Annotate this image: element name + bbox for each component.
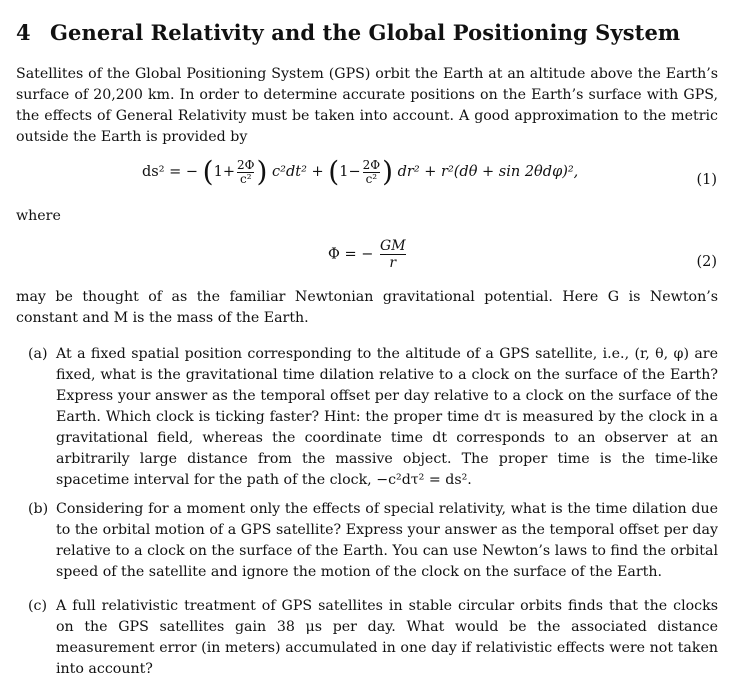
eq1-fraction-a: [237, 159, 254, 186]
right-paren: ): [256, 155, 268, 188]
section-heading: [16, 20, 680, 45]
question-label: (b): [28, 501, 49, 517]
eq1-term2-tail: dr² + r²(dθ + sin 2θdφ)²,: [397, 164, 579, 180]
eq1-minus: −: [348, 164, 361, 180]
eq2-fraction: [380, 238, 406, 271]
section-number: 4: [16, 20, 31, 45]
intro-paragraph: Satellites of the Global Positioning System (GPS) orbit the Earth at an altitude above the Earth’s surface of 20,200 km. In order to determine accurate positions on the Earth’s surface with GPS, the effects of General Relativity must be taken into account. A good approximation to the metric outside the Earth is provided by: [16, 66, 718, 145]
left-paren: (: [202, 155, 214, 188]
frac-numerator: 2Φ: [362, 157, 381, 172]
right-paren: ): [382, 155, 394, 188]
frac-denominator: r: [389, 255, 397, 271]
question-label: (a): [28, 346, 48, 362]
question-text: At a fixed spatial position corresponding to the altitude of a GPS satellite, i.e., (r, θ, φ) are fixed, what is the gravitational time dilation relative to a clock on the surface of the Earth? Express your answer as the temporal offset per day relative to a clock on the surface of the Earth. Which clock is ticking faster? Hint: the proper time dτ is measured by the clock in a gravitational field, whereas the coordinate time dt corresponds to an observer at an arbitrarily large distance from the massive object. The proper time is the time-like spacetime interval for the path of the clock, −c²dτ² = ds².: [56, 346, 718, 488]
eq1-one-a: 1: [213, 164, 223, 180]
question-c: [28, 596, 718, 680]
left-paren: (: [328, 155, 340, 188]
question-text: Considering for a moment only the effects of special relativity, what is the time dilation due to the orbital motion of a GPS satellite? Express your answer as the temporal offset per day relative to a clock on the surface of the Earth. You can use Newton’s laws to find the orbital speed of the satellite and ignore the motion of the clock on the surface of the Earth.: [56, 501, 718, 580]
equation-2: [328, 238, 408, 271]
potential-paragraph: may be thought of as the familiar Newtonian gravitational potential. Here G is Newton’s constant and M is the mass of the Earth.: [16, 289, 718, 326]
equation-1-number: (1): [696, 172, 717, 188]
question-b: [28, 499, 718, 583]
eq1-term1-tail: c²dt² +: [272, 164, 324, 180]
equation-1: [142, 155, 579, 188]
eq1-fraction-b: [363, 159, 380, 186]
where-text: where: [16, 208, 61, 224]
question-label: (c): [28, 598, 48, 614]
frac-numerator: 2Φ: [237, 157, 255, 172]
eq1-lhs: ds² = −: [142, 164, 199, 180]
question-text: A full relativistic treatment of GPS satellites in stable circular orbits finds that the clocks on the GPS satellites gain 38 μs per day. What would be the associated distance measurement error (in meters) accumulated in one day if relativistic effects were not taken into account?: [56, 598, 718, 677]
equation-2-number: (2): [696, 254, 717, 270]
section-title: General Relativity and the Global Positioning System: [50, 20, 681, 45]
question-a: [28, 344, 718, 491]
eq2-lhs: Φ = −: [328, 246, 374, 263]
frac-numerator: GM: [380, 238, 406, 254]
eq1-one-b: 1: [339, 164, 349, 180]
frac-denominator: c²: [365, 171, 378, 186]
eq1-plus: +: [222, 164, 235, 180]
frac-denominator: c²: [239, 171, 252, 186]
